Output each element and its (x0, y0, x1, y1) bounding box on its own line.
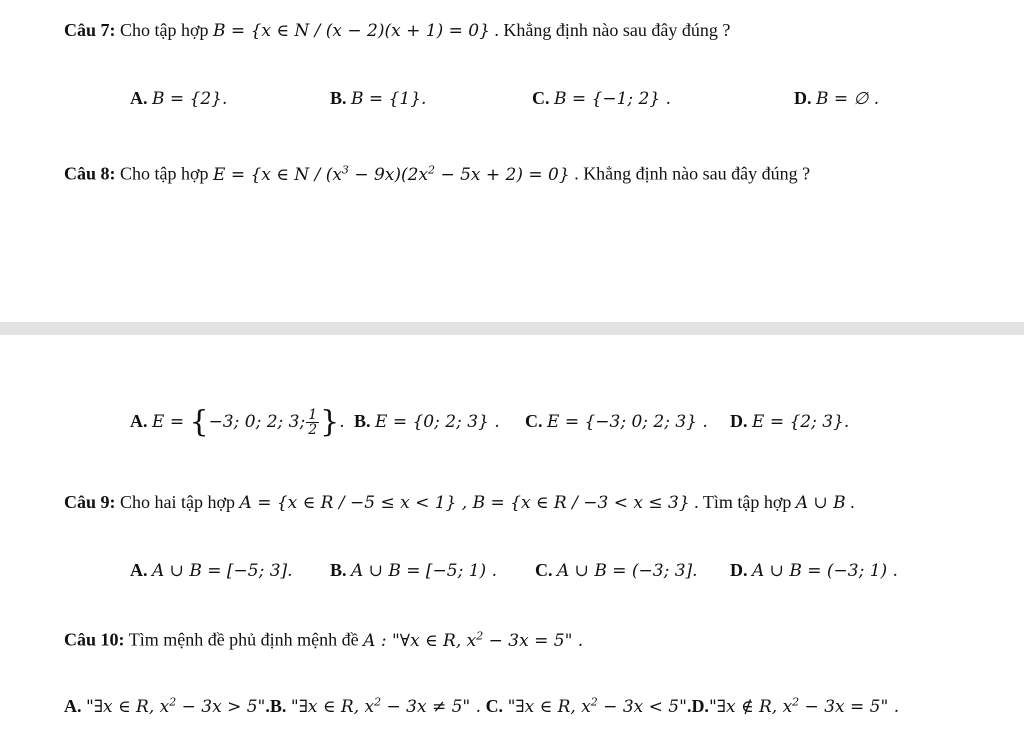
q9-option-b[interactable] (330, 558, 497, 583)
option-value: "∃x ∈ R, $x^2 - 3x > 5$" (86, 695, 266, 717)
option-value: E = {−3; 0; 2; 3} . (547, 412, 708, 432)
q9-option-c[interactable] (535, 558, 698, 583)
option-label: .B. (265, 695, 287, 716)
option-label: A. (130, 88, 148, 108)
question-10-label: Câu 10: (64, 629, 125, 650)
q8-option-b[interactable] (354, 409, 500, 434)
option-value: E = {0; 2; 3} . (375, 412, 500, 432)
question-10-text: Tìm mệnh đề phủ định mệnh đề (128, 629, 359, 650)
question-9-end: . (850, 492, 855, 512)
q10-options-row (64, 690, 899, 719)
question-7-label: Câu 7: (64, 20, 116, 40)
question-7-text: Cho tập hợp (120, 20, 209, 40)
option-value: E = {−3; 0; 2; 3; $\frac{1}{2}$ }. (152, 404, 345, 440)
option-label: D. (794, 88, 812, 108)
question-9-label: Câu 9: (64, 492, 116, 512)
option-value: B = {2}. (152, 89, 228, 109)
question-10-proposition: A : "∀x ∈ R, $x^2 - 3x = 5$" . (363, 629, 584, 651)
option-value: A ∪ B = (−3; 3]. (557, 561, 698, 581)
option-label: .D. (686, 695, 709, 716)
question-9-text: Cho hai tập hợp (120, 492, 236, 512)
q8-option-a[interactable] (130, 406, 345, 438)
option-label: D. (730, 560, 748, 580)
question-8-ask: . Khẳng định nào sau đây đúng ? (574, 163, 811, 184)
option-value: A ∪ B = [−5; 1) . (351, 561, 497, 581)
option-label: C. (532, 88, 550, 108)
q8-option-d[interactable] (730, 409, 849, 434)
fraction: $\frac{1}{2}$ (308, 407, 318, 438)
option-value: B = {1}. (351, 89, 427, 109)
question-10-stem (64, 624, 583, 653)
option-label: A. (130, 560, 148, 580)
option-label: B. (330, 88, 347, 108)
option-label: C. (535, 560, 553, 580)
q10-option-a[interactable] (64, 696, 265, 716)
option-value: "∃x ∈ R, $x^2 - 3x < 5$" (507, 695, 687, 717)
q7-option-a[interactable] (130, 86, 227, 111)
question-9-sets: A = {x ∈ R / −5 ≤ x < 1} , B = {x ∈ R / −3 < x ≤ 3} (239, 493, 690, 513)
page-divider (0, 322, 1024, 335)
question-9-ask: . Tìm tập hợp (694, 492, 792, 512)
question-7-set: B = {x ∈ N / (x − 2)(x + 1) = 0} (213, 21, 490, 41)
q9-option-a[interactable] (130, 558, 293, 583)
option-value: "∃x ∈ R, $x^2 - 3x \ne 5$" . (290, 695, 482, 717)
question-8-label: Câu 8: (64, 163, 116, 184)
option-value: B = {−1; 2} . (554, 89, 671, 109)
question-7-ask: . Khẳng định nào sau đây đúng ? (494, 20, 731, 40)
q7-option-d[interactable] (794, 86, 879, 111)
question-9-target: A ∪ B (795, 493, 846, 513)
option-label: C. (525, 411, 543, 431)
q10-option-c[interactable] (486, 696, 687, 716)
question-8-set: E = {x ∈ $N / (x^3 - 9x)(2x^2 - 5x + 2) = 0$} (213, 163, 570, 185)
option-value: A ∪ B = (−3; 1) . (752, 561, 898, 581)
option-label: B. (354, 411, 371, 431)
question-9-stem (64, 490, 855, 515)
q9-option-d[interactable] (730, 558, 898, 583)
question-7-stem (64, 18, 730, 43)
option-value: "∃x ∉ R, $x^2 - 3x = 5$" . (708, 695, 900, 717)
option-label: C. (485, 695, 504, 716)
q10-option-d[interactable] (687, 696, 899, 716)
option-value: A ∪ B = [−5; 3]. (152, 561, 293, 581)
option-value: B = ∅ . (816, 89, 880, 109)
option-label: B. (330, 560, 347, 580)
q8-option-c[interactable] (525, 409, 708, 434)
q10-option-b[interactable] (265, 696, 481, 716)
question-8-text: Cho tập hợp (120, 163, 209, 184)
option-value: E = {2; 3}. (752, 412, 850, 432)
option-label: D. (730, 411, 748, 431)
option-label: A. (130, 411, 148, 431)
q7-option-b[interactable] (330, 86, 426, 111)
option-label: A. (64, 695, 82, 716)
q7-option-c[interactable] (532, 86, 671, 111)
question-8-stem (64, 158, 810, 187)
